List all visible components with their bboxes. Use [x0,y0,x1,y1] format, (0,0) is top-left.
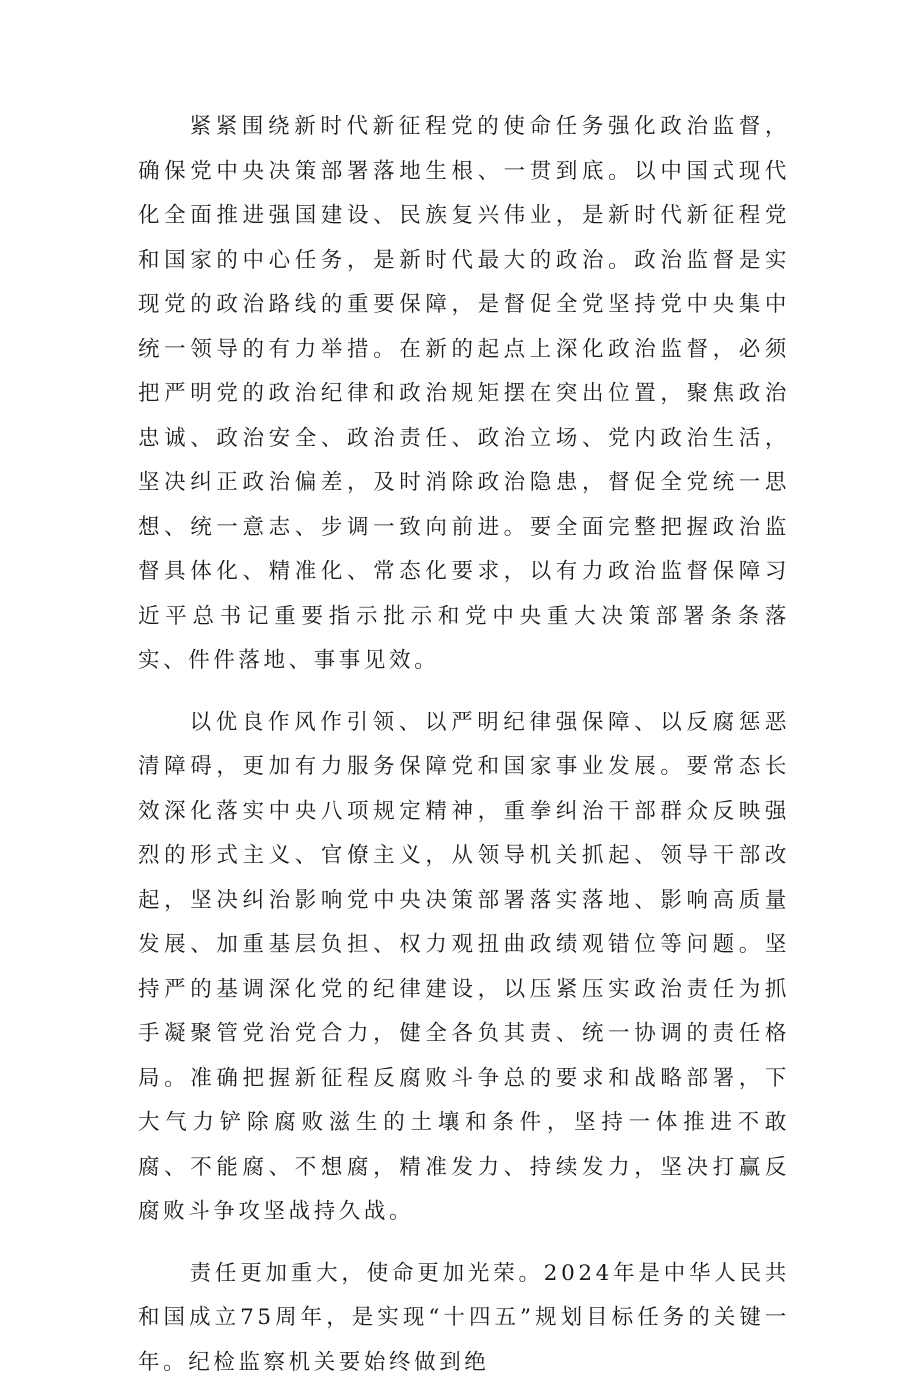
paragraph-responsibility-mission: 责任更加重大，使命更加光荣。2024年是中华人民共和国成立75周年，是实现“十四五”规划目标任务的关键一年。纪检监察机关要始终做到绝 [138,1252,790,1385]
document-page [138,105,790,1385]
paragraph-political-supervision: 紧紧围绕新时代新征程党的使命任务强化政治监督，确保党中央决策部署落地生根、一贯到底。以中国式现代化全面推进强国建设、民族复兴伟业，是新时代新征程党和国家的中心任务，是新时代最大的政治。政治监督是实现党的政治路线的重要保障，是督促全党坚持党中央集中统一领导的有力举措。在新的起点上深化政治监督，必须把严明党的政治纪律和政治规矩摆在突出位置，聚焦政治忠诚、政治安全、政治责任、政治立场、党内政治生活，坚决纠正政治偏差，及时消除政治隐患，督促全党统一思想、统一意志、步调一致向前进。要全面完整把握政治监督具体化、精准化、常态化要求，以有力政治监督保障习近平总书记重要指示批示和党中央重大决策部署条条落实、件件落地、事事见效。 [138,105,790,684]
paragraph-style-discipline-anticorruption: 以优良作风作引领、以严明纪律强保障、以反腐惩恶清障碍，更加有力服务保障党和国家事业发展。要常态长效深化落实中央八项规定精神，重拳纠治干部群众反映强烈的形式主义、官僚主义，从领导机关抓起、领导干部改起，坚决纠治影响党中央决策部署落实落地、影响高质量发展、加重基层负担、权力观扭曲政绩观错位等问题。坚持严的基调深化党的纪律建设，以压紧压实政治责任为抓手凝聚管党治党合力，健全各负其责、统一协调的责任格局。准确把握新征程反腐败斗争总的要求和战略部署，下大气力铲除腐败滋生的土壤和条件，坚持一体推进不敢腐、不能腐、不想腐，精准发力、持续发力，坚决打赢反腐败斗争攻坚战持久战。 [138,701,790,1235]
